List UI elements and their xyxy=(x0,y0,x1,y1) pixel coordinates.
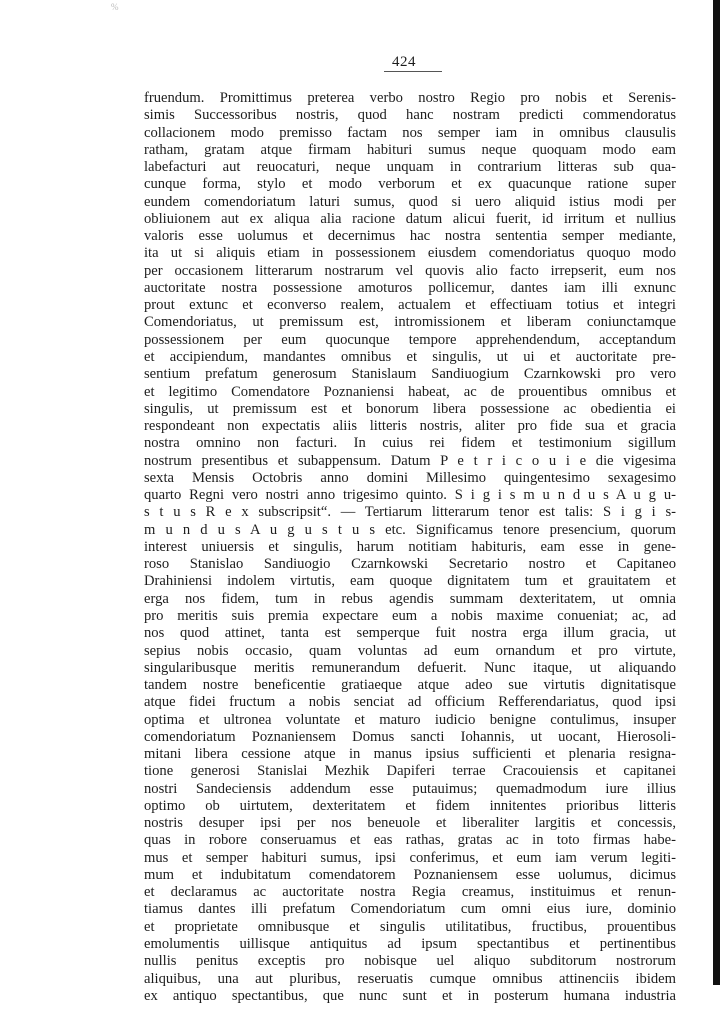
text-line: emolumentis uillisque antiquitus ad ipsum spectantibus et pertinentibus xyxy=(144,936,676,953)
text-line: valoris esse uolumus et decernimus hac nostra sententia semper mediante, xyxy=(144,228,676,245)
scan-edge-shadow xyxy=(713,0,720,985)
body-text xyxy=(144,90,676,1005)
text-line: singulis, ut premissum est et bonorum libera possessione ac obedientia ei xyxy=(144,400,676,417)
text-line: optima et ultronea voluntate et maturo iudicio benigne contulimus, insuper xyxy=(144,711,676,728)
text-line: nostris desuper ipsi per nos beneuole et liberaliter largitis et concessis, xyxy=(144,815,676,832)
page-number: 424 xyxy=(392,54,416,70)
text-line: erga nos fidem, tum in rebus agendis summam dexteritatem, ut omnia xyxy=(144,590,676,607)
text-line: simis Successoribus nostris, quod hanc nostram predicti commendoratus xyxy=(144,107,676,124)
text-line: tione generosi Stanislai Mezhik Dapiferi terrae Cracouiensis et capitanei xyxy=(144,763,676,780)
text-line: optimo ob uirtutem, dexteritatem et fidem innitentes prioribus litteris xyxy=(144,797,676,814)
text-line: interest uniuersis et singulis, harum notitiam habituris, eam esse in gene- xyxy=(144,538,676,555)
text-line: nostri Sandeciensis addendum esse putauimus; quemadmodum iure illius xyxy=(144,780,676,797)
text-line: et legitimo Comendatore Poznaniensi habeat, ac de prouentibus omnibus et xyxy=(144,383,676,400)
text-line: mus et semper habituri sumus, ipsi conferimus, et eum iam verum legiti- xyxy=(144,849,676,866)
text-line: sexta Mensis Octobris anno domini Millesimo quingentesimo sexagesimo xyxy=(144,469,676,486)
text-line: ita ut si aliquis etiam in possessionem eiusdem comendoriatus quoquo modo xyxy=(144,245,676,262)
text-line: s t u s R e x subscripsit“. — Tertiarum litterarum tenor est talis: S i g i s- xyxy=(144,504,676,521)
text-line: pro meritis suis premia expectare eum a nobis maxime conueniat; ac, ad xyxy=(144,607,676,624)
text-line: tandem nostre beneficentie gratiaeque atque adeo sue virtutis dignitatisque xyxy=(144,677,676,694)
text-line: aliquibus, una aut pluribus, reseruatis cumque omnibus attinenciis ibidem xyxy=(144,970,676,987)
text-line: Drahiniensi indolem virtutis, eam quoque dignitatem tum et grauitatem et xyxy=(144,573,676,590)
text-line: obliuionem aut ex aliqua alia racione datum alicui fuerit, id irritum et nullius xyxy=(144,210,676,227)
text-line: labefacturi aut reuocaturi, neque unquam in contrarium litteras sub qua- xyxy=(144,159,676,176)
text-line: quarto Regni vero nostri anno trigesimo quinto. S i g i s m u n d u s A u g u- xyxy=(144,487,676,504)
text-line: nullis penitus exceptis pro nobisque uel aliquo subditorum nostrorum xyxy=(144,953,676,970)
text-line: nostrum presentibus et subappensum. Datum P e t r i c o u i e die vigesima xyxy=(144,452,676,469)
text-line: atque fidei fructum a nobis senciat ad officium Refferendariatus, quod ipsi xyxy=(144,694,676,711)
text-line: mitani libera cessione atque in manus ipsius sufficienti et plenaria resigna- xyxy=(144,746,676,763)
text-line: mum et indubitatum comendatorem Poznaniensem esse uolumus, dicimus xyxy=(144,866,676,883)
text-line: fruendum. Promittimus preterea verbo nostro Regio pro nobis et Serenis- xyxy=(144,90,676,106)
text-line: et declaramus ac auctoritate nostra Regia creamus, instituimus et renun- xyxy=(144,884,676,901)
text-line: eundem comendoriatum laturi sumus, quod si uero aliquid istius modi per xyxy=(144,193,676,210)
header-rule xyxy=(384,71,442,72)
text-line: collacionem modo premisso factam nos semper iam in omnibus clausulis xyxy=(144,124,676,141)
text-line: prout extunc et econverso realem, actualem et effectiuam totius et integri xyxy=(144,297,676,314)
text-line: auctoritate nostra possessione amoturos pollicemur, dantes iam illi exnunc xyxy=(144,279,676,296)
text-line: per occasionem litterarum nostrarum vel quovis alio facto irrepserit, eum nos xyxy=(144,262,676,279)
text-line: m u n d u s A u g u s t u s etc. Significamus tenore presencium, quorum xyxy=(144,521,676,538)
text-line: sepius nobis occasio, quam voluntas ad eum ornandum et pro virtute, xyxy=(144,642,676,659)
text-line: Comendoriatus, ut premissum est, intromissionem et liberam coniunctamque xyxy=(144,314,676,331)
text-line: roso Stanislao Sandiuogio Czarnkowski Secretario nostro et Capitaneo xyxy=(144,556,676,573)
text-line: quas in robore conseruamus et eas rathas, gratas ac in toto firmas habe- xyxy=(144,832,676,849)
text-line: ex antiquo spectantibus, que nunc sunt et in posterum humana industria xyxy=(144,987,676,1004)
corner-mark: % xyxy=(111,2,119,12)
text-line: respondeant non expectatis aliis litteris nostris, aliter pro fide sua et gracia xyxy=(144,418,676,435)
text-line: et accipiendum, mandantes omnibus et singulis, ut ui et auctoritate pre- xyxy=(144,348,676,365)
text-line: singularibusque meritis remunerandum defuerit. Nunc itaque, ut aliquando xyxy=(144,659,676,676)
text-line: comendoriatum Poznaniensem Domus sancti Iohannis, ut uocant, Hierosoli- xyxy=(144,728,676,745)
text-line: cunque forma, stylo et modo verborum et ex quacunque ratione super xyxy=(144,176,676,193)
text-line: nos quod attinet, tanta est semperque fuit nostra erga illum gracia, ut xyxy=(144,625,676,642)
text-line: sentium prefatum generosum Stanislaum Sandiuogium Czarnkowski pro vero xyxy=(144,366,676,383)
text-line: et proprietate omnibusque et singulis utilitatibus, fructibus, prouentibus xyxy=(144,918,676,935)
text-line: ratham, gratam atque firmam habituri sumus neque quoquam modo eam xyxy=(144,141,676,158)
text-line: tiamus dantes illi prefatum Comendoriatum cum omni eius iure, dominio xyxy=(144,901,676,918)
text-line: possessionem per eum quocunque tempore apprehendendum, acceptandum xyxy=(144,331,676,348)
text-line: nostra omnino non facturi. In cuius rei fidem et testimonium sigillum xyxy=(144,435,676,452)
